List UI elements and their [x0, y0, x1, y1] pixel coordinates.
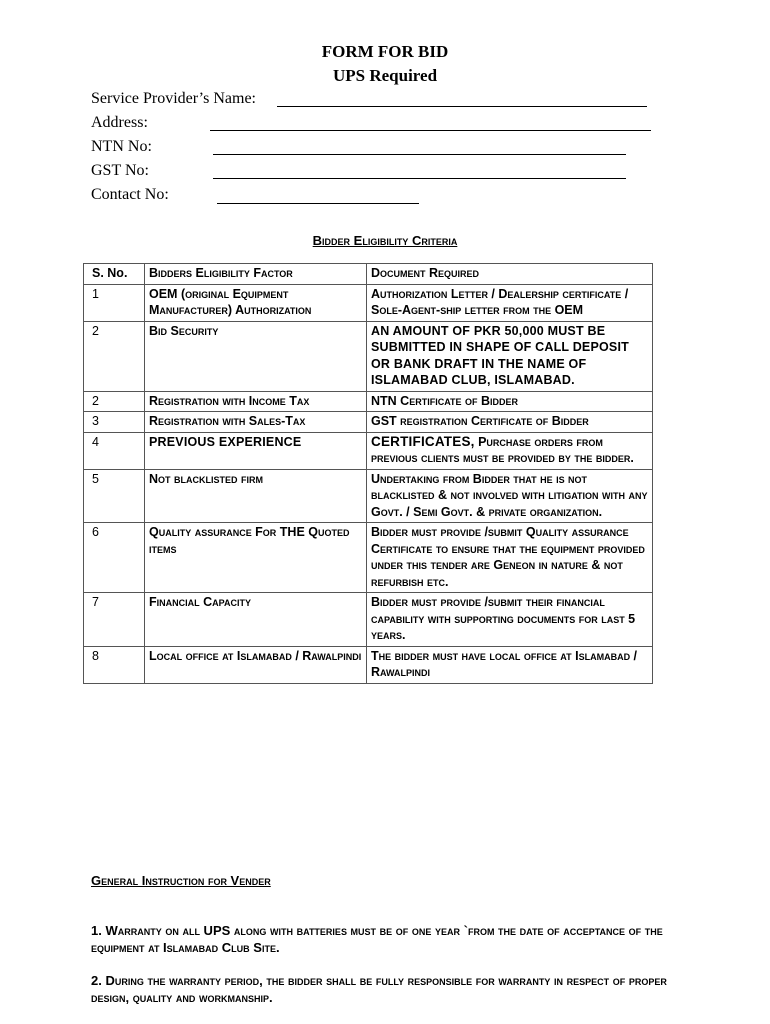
instructions-heading: General Instruction for Vender [91, 873, 271, 888]
row-document-lead: CERTIFICATES, [371, 433, 475, 449]
row-document: AN AMOUNT OF PKR 50,000 MUST BE SUBMITTED IN SHAPE OF CALL DEPOSIT OR BANK DRAFT IN THE NAME OF ISLAMABAD CLUB, ISLAMABAD. [367, 321, 653, 391]
table-row [84, 469, 653, 523]
table-row [84, 412, 653, 433]
ntn-label: NTN No: [91, 138, 152, 155]
gst-label: GST No: [91, 162, 149, 179]
criteria-heading: Bidder Eligibility Criteria [312, 233, 458, 248]
row-document: Undertaking from Bidder that he is not blacklisted & not involved with litigation with any Govt. / Semi Govt. & private organization. [367, 469, 653, 523]
address-field[interactable] [210, 130, 651, 131]
provider-name-label: Service Provider’s Name: [91, 90, 256, 107]
row-factor: Bid Security [145, 321, 367, 391]
row-sno: 7 [84, 593, 145, 647]
ntn-field[interactable] [213, 154, 626, 155]
row-factor: OEM (original Equipment Manufacturer) Authorization [145, 284, 367, 321]
row-sno: 2 [84, 321, 145, 391]
row-factor: Local office at Islamabad / Rawalpindi [145, 646, 367, 683]
row-sno: 3 [84, 412, 145, 433]
row-document: The bidder must have local office at Islamabad / Rawalpindi [367, 646, 653, 683]
row-factor: Registration with Sales-Tax [145, 412, 367, 433]
instruction-item: 2. During the warranty period, the bidder shall be fully responsible for warranty in respect of proper design, quality and workmanship. [91, 973, 667, 1005]
criteria-table [83, 263, 653, 684]
table-row [84, 523, 653, 593]
provider-name-field[interactable] [277, 106, 647, 107]
row-document: NTN Certificate of Bidder [367, 391, 653, 412]
row-document [367, 432, 653, 469]
table-row [84, 646, 653, 683]
header-factor: Bidders Eligibility Factor [145, 264, 367, 285]
form-subtitle: UPS Required [332, 66, 438, 85]
row-factor: PREVIOUS EXPERIENCE [145, 432, 367, 469]
row-document-rest: Purchase orders from previous clients must be provided by the bidder. [371, 434, 634, 465]
row-factor: Registration with Income Tax [145, 391, 367, 412]
row-sno: 8 [84, 646, 145, 683]
contact-label: Contact No: [91, 186, 169, 203]
table-row [84, 391, 653, 412]
instruction-item: 1. Warranty on all UPS along with batteries must be of one year `from the date of acceptance of the equipment at Islamabad Club Site. [91, 923, 663, 955]
header-sno: S. No. [84, 264, 145, 285]
gst-field[interactable] [213, 178, 626, 179]
table-row [84, 284, 653, 321]
header-document: Document Required [367, 264, 653, 285]
row-document: GST registration Certificate of Bidder [367, 412, 653, 433]
table-row [84, 432, 653, 469]
table-header-row [84, 264, 653, 285]
row-factor: Not blacklisted firm [145, 469, 367, 523]
row-sno: 4 [84, 432, 145, 469]
address-label: Address: [91, 114, 148, 131]
row-sno: 1 [84, 284, 145, 321]
row-document: Authorization Letter / Dealership certificate / Sole-Agent-ship letter from the OEM [367, 284, 653, 321]
row-sno: 6 [84, 523, 145, 593]
row-sno: 2 [84, 391, 145, 412]
row-factor: Quality assurance For THE Quoted items [145, 523, 367, 593]
contact-field[interactable] [217, 203, 419, 204]
row-factor: Financial Capacity [145, 593, 367, 647]
table-row [84, 321, 653, 391]
row-document: Bidder must provide /submit their financial capability with supporting documents for last 5 years. [367, 593, 653, 647]
form-title: FORM FOR BID [321, 42, 449, 61]
table-row [84, 593, 653, 647]
row-document: Bidder must provide /submit Quality assurance Certificate to ensure that the equipment provided under this tender are Geneon in nature & not refurbish etc. [367, 523, 653, 593]
row-sno: 5 [84, 469, 145, 523]
